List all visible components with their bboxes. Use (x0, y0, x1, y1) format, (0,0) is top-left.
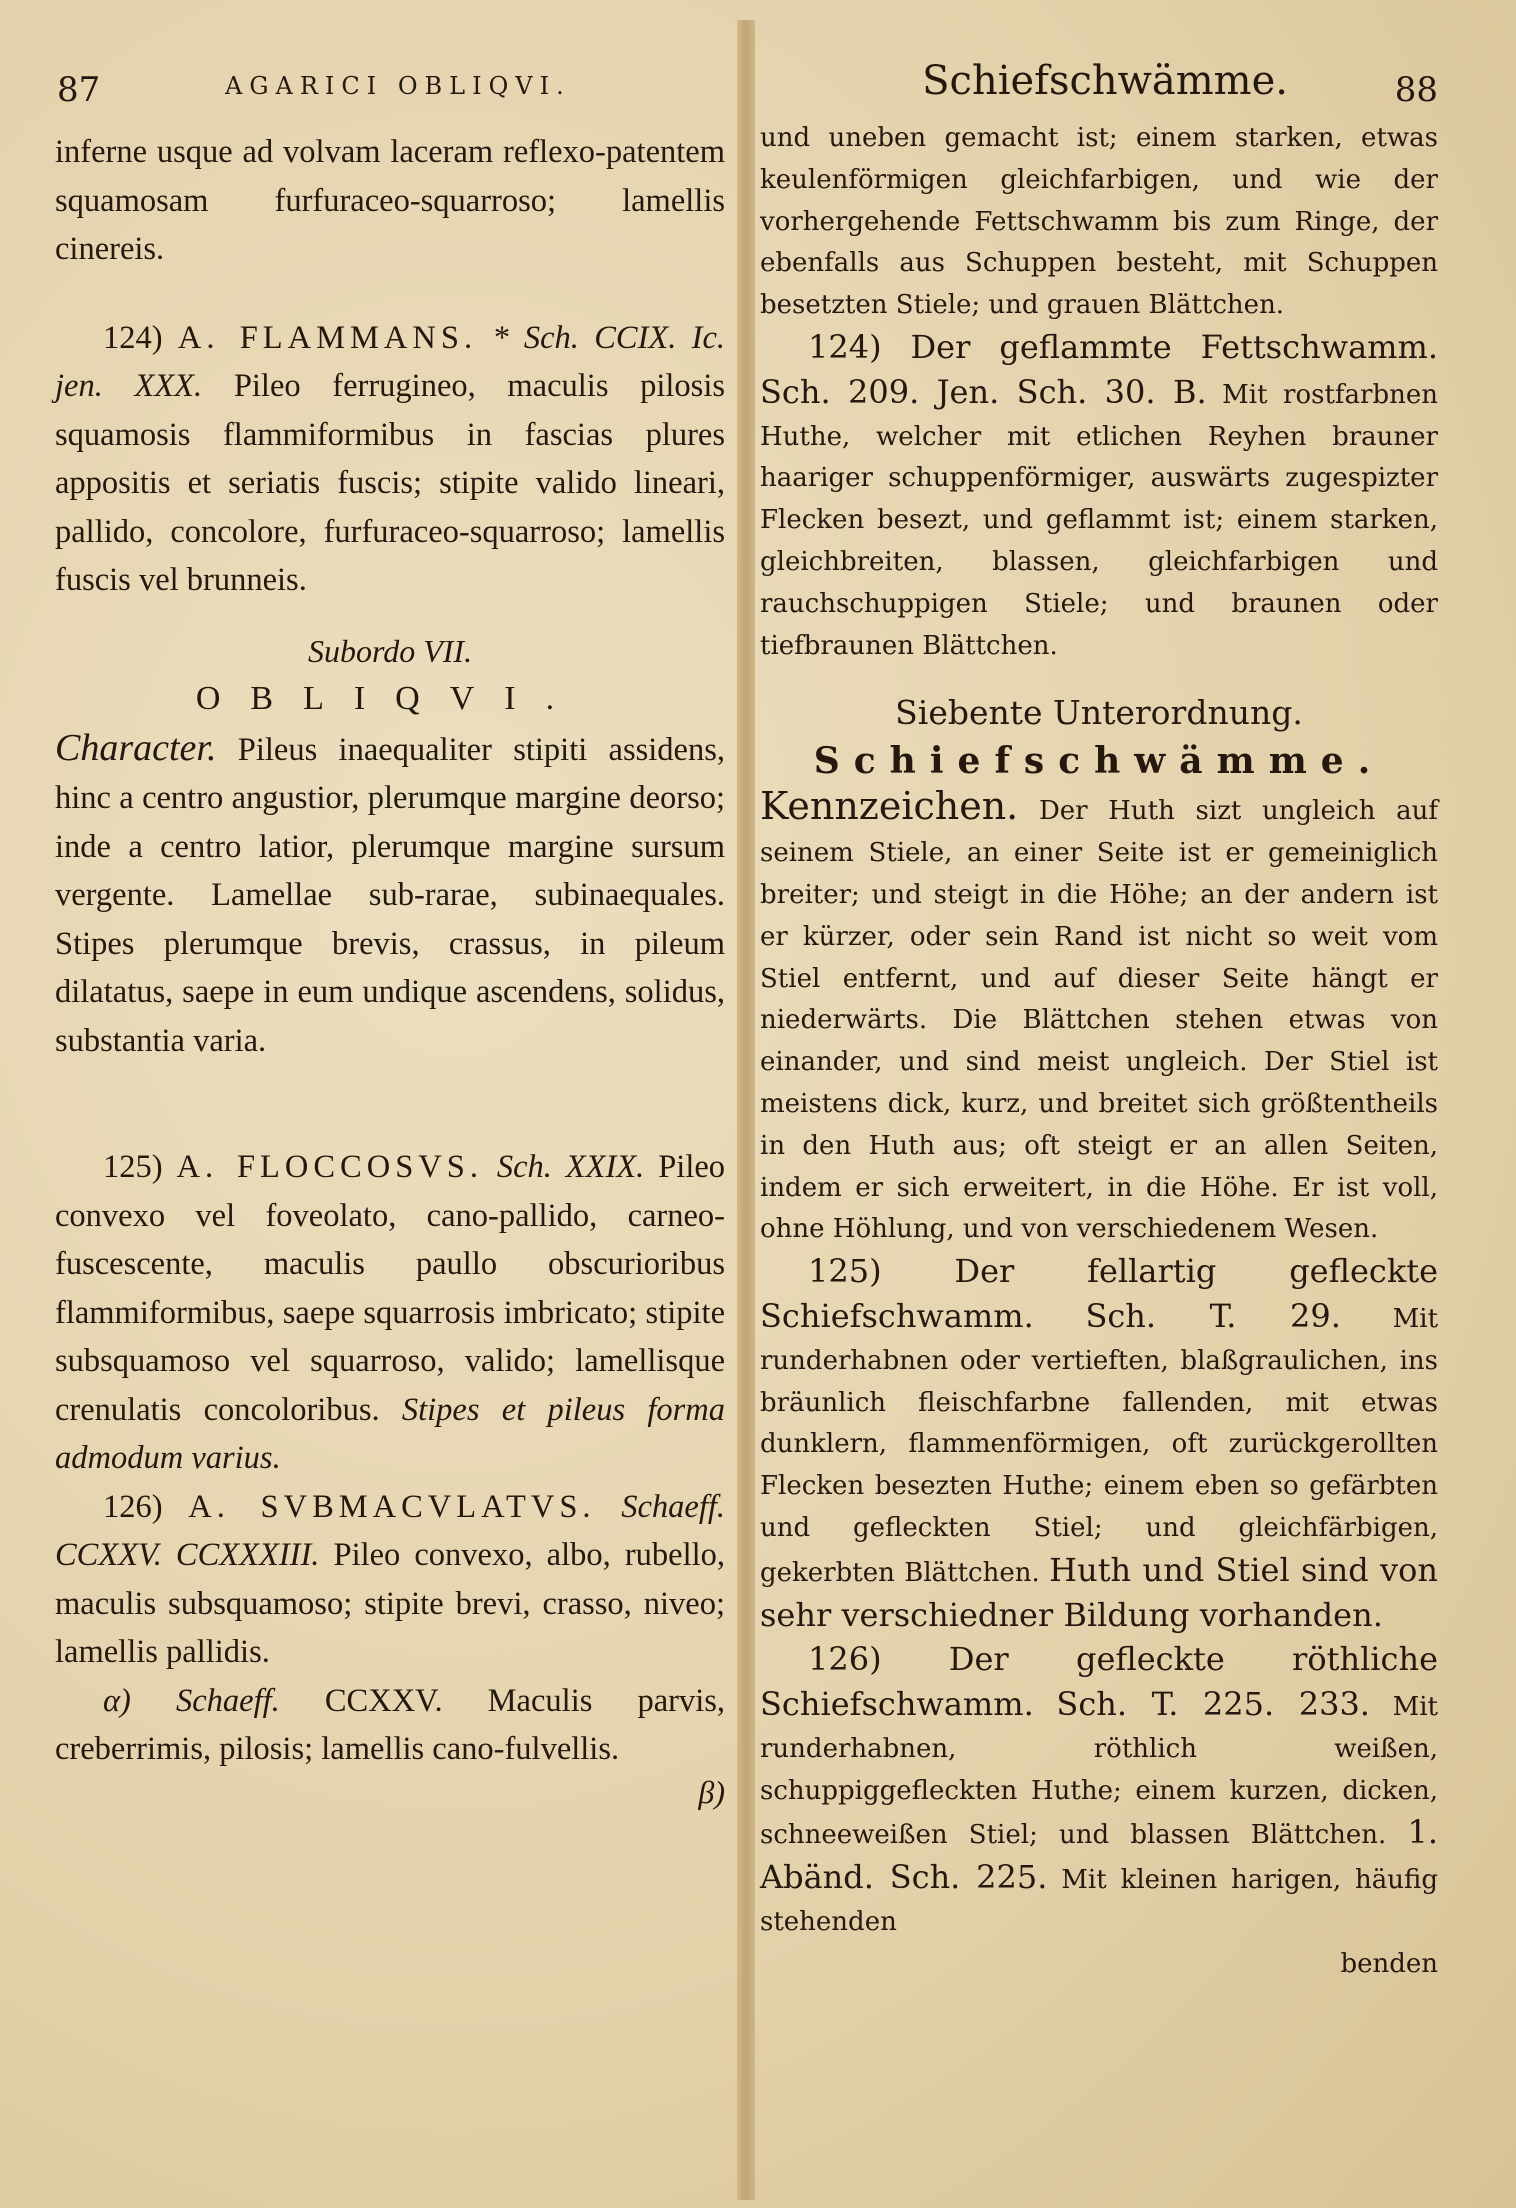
entry-125-description: Pileo convexo vel foveolato, cano-pallido, carneo-fuscescente, maculis paullo obscurioribus flammiformibus, saepe squarrosis imbricato; stipite subsquamoso vel squarroso, valido; lamellisque crenulatis concoloribus. (55, 1149, 726, 1428)
entry-126-german-reference: Sch. T. 225. 233. (1056, 1685, 1370, 1724)
entry-126-description: Pileo convexo, albo, rubello, maculis subsquamoso; stipite brevi, crasso, niveo; lamellis pallidis. (55, 1537, 726, 1670)
character-text: Pileus inaequaliter stipiti assidens, hinc a centro angustior, plerumque margine deorso; inde a centro latior, plerumque margine sursum vergente. Lamellae sub-rarae, subinaequales. Stipes plerumque brevis, crassus, in pileum dilatatus, saepe in eum undique ascendens, solidus, substantia varia. (55, 731, 726, 1059)
right-page (760, 58, 1438, 1986)
entry-126-reference: Schaeff. CCXXV. CCXXXIII. (55, 1488, 726, 1573)
entry-125-german (760, 1251, 1438, 1639)
entry-124-description: Pileo ferrugineo, maculis pilosis squamosis flammiformibus in fascias plures appositis et seriatis fuscis; stipite valido lineari, pallido, concolore, furfuraceo-squarroso; lamellis fuscis vel brunneis. (55, 368, 725, 598)
entry-125-note: Stipes et pileus forma admodum varius. (55, 1391, 726, 1476)
entry-124-reference: * Sch. CCIX. Ic. jen. XXX. (55, 319, 726, 404)
right-catchword: benden (1340, 1948, 1438, 1979)
entry-126-german-heading: 126) Der gefleckte röthliche Schiefschwamm. (760, 1640, 1438, 1724)
character-label: Character. (55, 726, 217, 769)
left-intro-paragraph: inferne usque ad volvam laceram reflexo-patentem squamosam furfuraceo-squarroso; lamellis cinereis. (55, 134, 725, 267)
right-running-title: Schiefschwämme. (922, 58, 1288, 104)
entry-124-german (760, 327, 1438, 667)
entry-126-german-variety: 1. Abänd. Sch. 225. (760, 1813, 1439, 1897)
book-gutter (737, 20, 755, 2200)
entry-126-alpha-label: α) (103, 1682, 131, 1719)
left-catchword: β) (698, 1773, 725, 1810)
left-page-number: 87 (57, 70, 101, 110)
subordo-label: Subordo VII. (307, 632, 473, 669)
entry-126-german (760, 1639, 1438, 1944)
entry-126-alpha-text: CCXXV. Maculis parvis, creberrimis, pilosis; lamellis cano-fulvellis. (55, 1682, 726, 1767)
entry-126-latin (55, 1483, 725, 1677)
ordo-title: OBLIQVI. (195, 679, 585, 717)
entry-125-reference: Sch. XXIX. (496, 1149, 645, 1185)
entry-125-german-heading: 125) Der fellartig gefleckte Schiefschwamm. (760, 1252, 1438, 1335)
entry-124-latin (55, 314, 725, 605)
entry-124-german-reference: Sch. 209. Jen. Sch. 30. B. (760, 372, 1207, 411)
left-running-title: AGARICI OBLIQVI. (225, 72, 571, 100)
entry-125-german-description: Mit runderhabnen oder vertieften, blaßgraulichen, ins bräunlich fleischfarbne fallenden, mit etwas dunklern, flammenförmigen, oft zurückgerollten Flecken besezten Huthe; einem eben so gefärbten und gefleckten Stiel; und gleichfärbigen, gekerbten Blättchen. (760, 1303, 1439, 1588)
entry-126-number: 126) (103, 1488, 163, 1525)
entry-125-german-note: Huth und Stiel sind von sehr verschiedner Bildung vorhanden. (760, 1550, 1438, 1634)
entry-124-german-description: Mit rostfarbnen Huthe, welcher mit etlichen Reyhen brauner haariger schuppenförmiger, auswärts zugespizter Flecken besezt, und geflammt ist; einem starken, gleichbreiten, blassen, gleichfarbigen und rauchschuppigen Stiele; und braunen oder tiefbraunen Blättchen. (760, 379, 1438, 661)
entry-126-german-description: Mit runderhabnen, röthlich weißen, schuppiggefleckten Huthe; einem kurzen, dicken, schneeweißen Stiel; und blassen Blättchen. (760, 1692, 1438, 1851)
entry-124-german-heading: 124) Der geflammte Fettschwamm. (808, 327, 1438, 366)
entry-125-latin (55, 1143, 725, 1483)
left-running-head (55, 58, 725, 128)
right-page-number: 88 (1394, 70, 1438, 110)
kennzeichen-text: Der Huth sizt ungleich auf seinem Stiele, an einer Seite ist er gemeiniglich breiter; und steigt in die Höhe; an der andern ist er kürzer, oder sein Rand ist nicht so weit vom Stiel entfernt, und auf dieser Seite hängt er niederwärts. Die Blättchen stehen etwas von einander, und sind meist ungleich. Der Stiel ist meistens dick, kurz, und breitet sich größtentheils in den Huth aus; oft steigt er an allen Seiten, indem er sich erweitert, in die Höhe. Er ist voll, ohne Höhlung, und von verschiedenem Wesen. (760, 796, 1439, 1245)
right-intro-paragraph: und uneben gemacht ist; einem starken, etwas keulenförmigen gleichfarbigen, und wie der vorhergehende Fettschwamm bis zum Ringe, der ebenfalls aus Schuppen besteht, mit Schuppen besetzten Stiele; und grauen Blättchen. (760, 123, 1438, 321)
entry-125-german-reference: Sch. T. 29. (1085, 1296, 1341, 1335)
german-subordo-heading: Siebente Unterordnung. (895, 693, 1303, 733)
entry-124-number: 124) (103, 319, 163, 356)
entry-126-alpha (55, 1677, 725, 1774)
entry-125-number: 125) (103, 1149, 163, 1185)
entry-126-alpha-reference: Schaeff. (175, 1682, 280, 1719)
right-running-head (760, 58, 1438, 128)
character-paragraph (55, 724, 725, 1066)
left-page (55, 58, 725, 1843)
kennzeichen-paragraph (760, 786, 1438, 1251)
entry-124-name: A. FLAMMANS. (177, 319, 478, 356)
entry-126-name: A. SVBMACVLATVS. (188, 1488, 596, 1525)
kennzeichen-label: Kennzeichen. (760, 784, 1019, 829)
entry-125-name: A. FLOCCOSVS. (176, 1149, 483, 1185)
german-ordo-title: Schiefschwämme. (813, 740, 1385, 783)
entry-126-german-variety-text: Mit kleinen harigen, häufig stehenden (760, 1865, 1438, 1938)
